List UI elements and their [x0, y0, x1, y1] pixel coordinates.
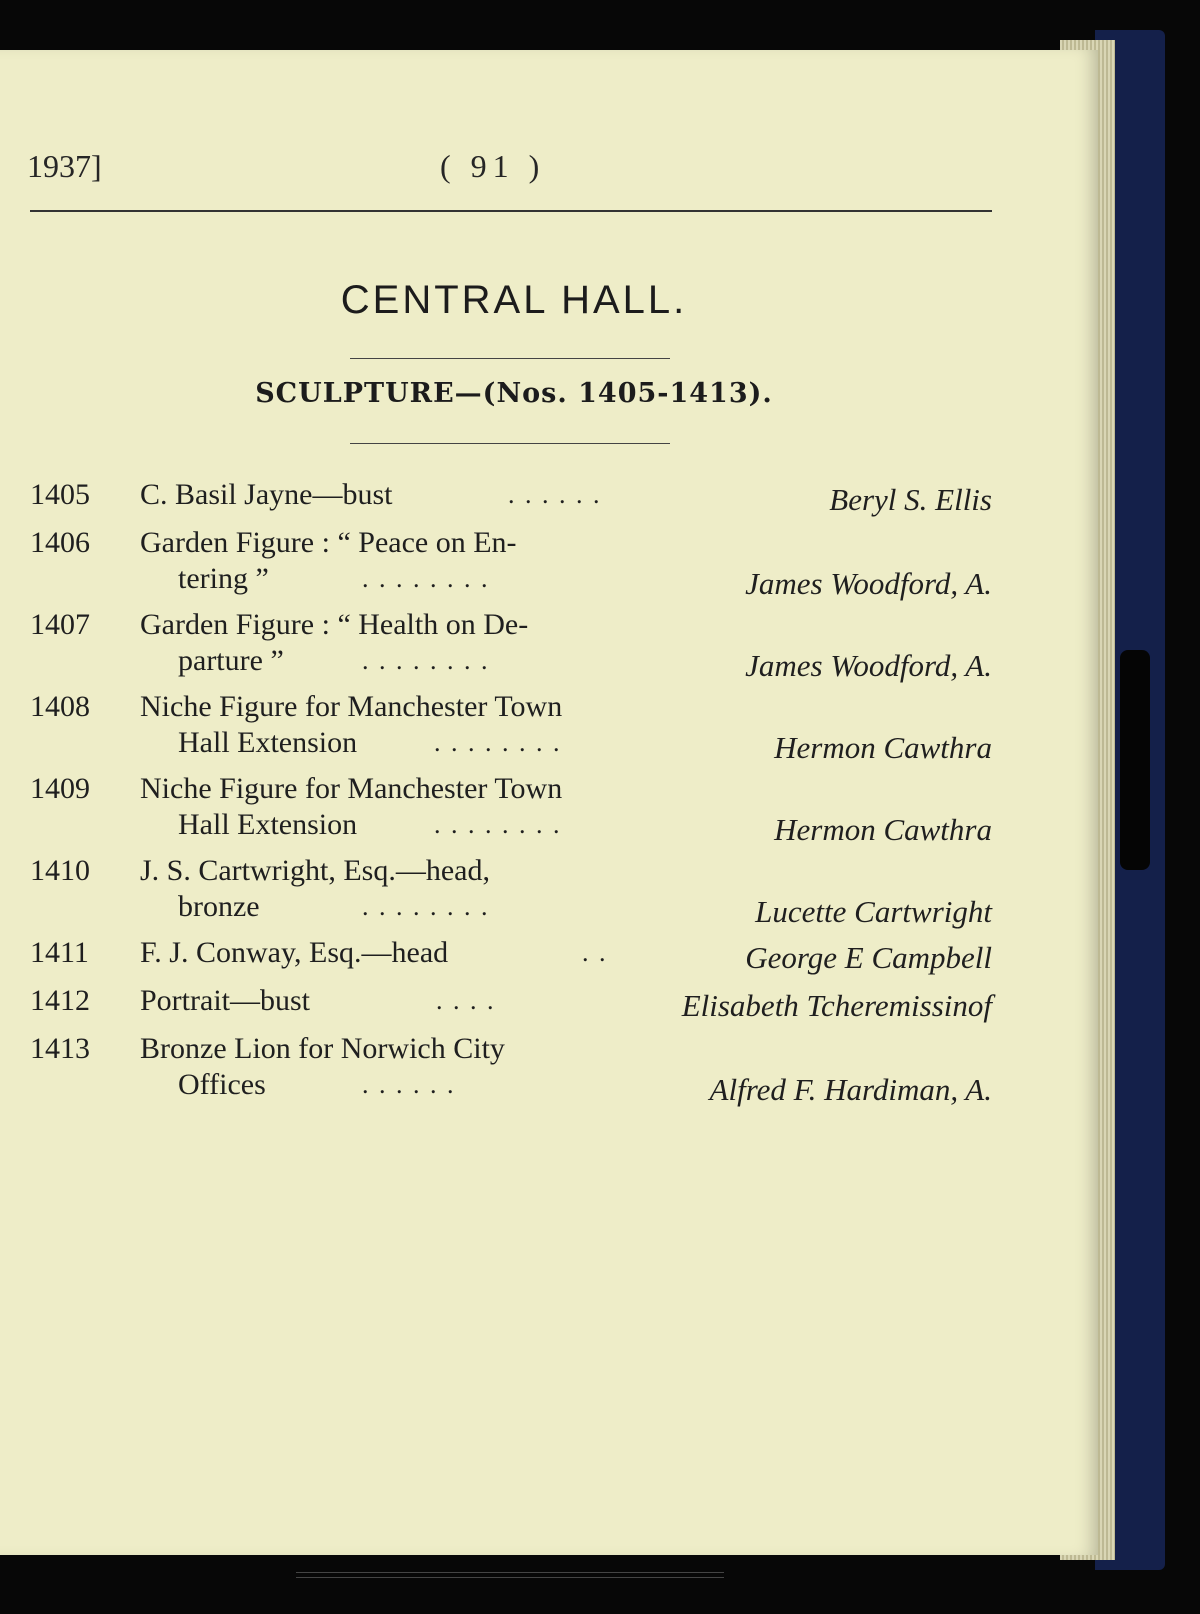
- list-item: [0, 690, 1098, 770]
- entry-number: 1407: [30, 608, 90, 641]
- entry-title: Niche Figure for Manchester Town: [140, 772, 563, 805]
- page-title: CENTRAL HALL.: [340, 278, 688, 322]
- list-item: [0, 1032, 1098, 1112]
- dot-leader: . . . . . . . .: [434, 728, 562, 757]
- list-item: [0, 854, 1098, 934]
- entry-number: 1412: [30, 984, 90, 1017]
- entry-title: Garden Figure : “ Peace on En-: [140, 526, 517, 559]
- entry-artist: James Woodford, A.: [745, 648, 992, 683]
- closing-rule: [296, 1577, 724, 1578]
- dot-leader: . . . . . . . .: [362, 892, 490, 921]
- entry-artist: Beryl S. Ellis: [829, 482, 992, 517]
- entry-title-continued: Hall Extension: [178, 726, 358, 759]
- entry-title-continued: Hall Extension: [178, 808, 358, 841]
- entry-number: 1408: [30, 690, 90, 723]
- section-heading: SCULPTURE—(Nos. 1405-1413).: [255, 378, 773, 409]
- entry-number: 1413: [30, 1032, 90, 1065]
- page-number: ( 91 ): [440, 148, 546, 184]
- entry-artist: Elisabeth Tcheremissinof: [681, 988, 992, 1023]
- entry-number: 1411: [30, 936, 89, 969]
- dot-leader: . . . . . . . .: [362, 564, 490, 593]
- entry-artist: George E Campbell: [745, 940, 992, 975]
- dot-leader: . . . . . .: [362, 1070, 456, 1099]
- entry-title: C. Basil Jayne—bust: [140, 478, 393, 511]
- entry-number: 1405: [30, 478, 90, 511]
- entry-title: F. J. Conway, Esq.—head: [140, 936, 449, 969]
- entry-number: 1406: [30, 526, 90, 559]
- running-head-year: 1937]: [27, 148, 102, 184]
- entry-title: Bronze Lion for Norwich City: [140, 1032, 505, 1065]
- entry-title: Garden Figure : “ Health on De-: [140, 608, 529, 641]
- entry-title: Niche Figure for Manchester Town: [140, 690, 563, 723]
- entry-title-continued: bronze: [178, 890, 260, 923]
- list-item: [0, 772, 1098, 852]
- entry-artist: Alfred F. Hardiman, A.: [709, 1072, 992, 1107]
- entry-artist: Hermon Cawthra: [774, 812, 992, 847]
- dot-leader: . . . . . . . .: [362, 646, 490, 675]
- list-item: [0, 608, 1098, 688]
- entry-artist: Hermon Cawthra: [774, 730, 992, 765]
- entry-title-continued: Offices: [178, 1068, 266, 1101]
- entry-artist: James Woodford, A.: [745, 566, 992, 601]
- dot-leader: . . . . . . . .: [434, 810, 562, 839]
- entry-artist: Lucette Cartwright: [755, 894, 992, 929]
- entry-title: Portrait—bust: [140, 984, 310, 1017]
- dot-leader: . . . .: [436, 986, 496, 1015]
- dot-leader: . . . . . .: [508, 480, 602, 509]
- list-item: [0, 526, 1098, 606]
- closing-rule: [296, 1572, 724, 1573]
- entry-title-continued: parture ”: [178, 644, 284, 677]
- entry-number: 1410: [30, 854, 90, 887]
- bookmark-ribbon: [1120, 650, 1150, 870]
- entry-title: J. S. Cartwright, Esq.—head,: [140, 854, 490, 887]
- entry-number: 1409: [30, 772, 90, 805]
- entry-title-continued: tering ”: [178, 562, 269, 595]
- dot-leader: . .: [582, 938, 608, 967]
